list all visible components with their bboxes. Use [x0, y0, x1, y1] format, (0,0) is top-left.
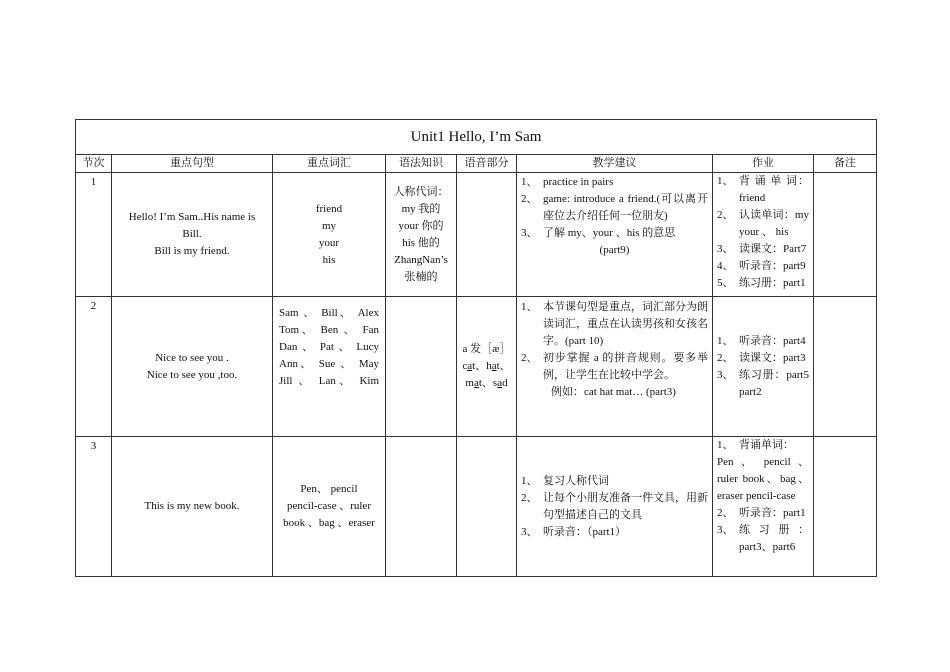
homework — [713, 297, 814, 437]
vocab-line: Dan 、 Pat 、 Lucy — [279, 341, 379, 353]
homework-item: 5、 练习册：part1 — [717, 277, 806, 289]
phonics — [457, 297, 517, 437]
notes — [814, 437, 877, 577]
key-sentences — [112, 437, 273, 577]
tip-item: 1、 复习人称代词 — [521, 474, 609, 487]
table-row — [76, 437, 877, 577]
lesson-number: 2 — [76, 297, 112, 437]
sentence-line: Nice to see you . — [155, 351, 229, 364]
tip-item: 2、 初步掌握 a 的拼音规则。要多举例，让学生在比较中学会。 — [521, 352, 708, 381]
lesson-number: 1 — [76, 173, 112, 297]
homework-item: 2、 认读单词：my your 、 his — [717, 209, 809, 238]
sentence-line: This is my new book. — [144, 500, 240, 512]
key-sentences — [112, 173, 273, 297]
sentence-line: Bill is my friend. — [154, 245, 230, 257]
phonics-words: cat、hat、 — [462, 360, 511, 372]
grammar-line: your 你的 — [398, 219, 444, 232]
lesson-plan-table — [75, 119, 877, 577]
teaching-tips — [517, 297, 713, 437]
vocab-line: Tom、 Ben 、 Fan — [279, 324, 379, 336]
header-tips: 教学建议 — [517, 155, 713, 173]
tip-tail: 例如：cat hat mat… (part3) — [551, 386, 676, 398]
tip-tail: (part9) — [599, 244, 630, 256]
key-vocab — [273, 437, 386, 577]
vocab-line: Ann、 Sue 、 May — [279, 358, 379, 370]
header-vocab: 重点词汇 — [273, 155, 386, 173]
tip-item: 2、 让每个小朋友准备一件文具，用新句型描述自己的文具 — [521, 491, 708, 521]
header-phonics: 语音部分 — [457, 155, 517, 173]
homework-item: Pen 、 pencil 、 ruler book、bag、eraser pencil-case — [717, 456, 809, 502]
table-row — [76, 173, 877, 297]
grammar-line: ZhangNan’s — [394, 253, 448, 266]
homework-item: 4、 听录音：part9 — [717, 260, 806, 272]
key-sentences — [112, 297, 273, 437]
teaching-tips — [517, 437, 713, 577]
homework — [713, 173, 814, 297]
table-row — [76, 297, 877, 437]
vocab-line: pencil-case 、ruler — [287, 500, 371, 512]
header-row — [76, 155, 877, 173]
vocab-word: his — [322, 253, 336, 266]
header-grammar: 语法知识 — [386, 155, 457, 173]
vocab-line: Pen、 pencil — [300, 483, 358, 495]
tip-item: 1、 practice in pairs — [521, 176, 614, 188]
vocab-word: friend — [315, 202, 343, 215]
header-sentences: 重点句型 — [112, 155, 273, 173]
homework-item: 3、 读课文：Part7 — [717, 243, 807, 255]
tip-item: 3、 了解 my、your 、his 的意思 — [521, 227, 676, 239]
header-lesson: 节次 — [76, 155, 112, 173]
vocab-word: your — [318, 236, 340, 249]
unit-title: Unit1 Hello, I’m Sam — [76, 120, 877, 155]
key-vocab — [273, 297, 386, 437]
vocab-line: Jill 、 Lan、 Kim — [279, 375, 379, 387]
grammar — [386, 297, 457, 437]
lesson-number: 3 — [76, 437, 112, 577]
homework-item: 1、 听录音：part4 — [717, 334, 806, 347]
homework-item: 1、 背 诵 单 词：friend — [717, 175, 809, 204]
grammar-line: 人称代词： — [393, 185, 449, 198]
tip-item: 1、 本节课句型是重点，词汇部分为朗读词汇，重点在认读男孩和女孩名字。(part 10) — [521, 301, 708, 347]
header-homework: 作业 — [713, 155, 814, 173]
phonics — [457, 173, 517, 297]
sentence-line: Hello! I’m Sam..His name is — [128, 211, 256, 223]
vocab-line: Sam 、 Bill、 Alex — [279, 307, 379, 319]
grammar-line: my 我的 — [401, 202, 441, 215]
homework — [713, 437, 814, 577]
homework-item: 2、 听录音：part1 — [717, 507, 806, 519]
grammar-line: his 他的 — [402, 236, 440, 249]
sentence-line: Bill. — [182, 228, 202, 240]
key-vocab — [273, 173, 386, 297]
vocab-word: my — [321, 219, 337, 232]
tip-item: 3、 听录音：（part1） — [521, 525, 627, 538]
homework-item: 2、 读课文：part3 — [717, 351, 806, 364]
grammar-line: 张楠的 — [404, 270, 438, 283]
grammar — [386, 437, 457, 577]
homework-item: 3、 练 习 册 ：part3、part6 — [717, 524, 809, 553]
sentence-line: Nice to see you ,too. — [146, 368, 238, 381]
phonics — [457, 437, 517, 577]
notes — [814, 297, 877, 437]
homework-item: 3、 练习册：part5 part2 — [717, 368, 809, 398]
header-notes: 备注 — [814, 155, 877, 173]
homework-item: 1、 背诵单词： — [717, 439, 794, 451]
phonics-words: mat、sad — [465, 377, 508, 389]
phonics-rule: a 发［æ］ — [462, 343, 511, 355]
teaching-tips — [517, 173, 713, 297]
notes — [814, 173, 877, 297]
tip-item: 2、 game: introduce a friend.(可以离开座位去介绍任何一位朋友) — [521, 193, 708, 222]
grammar — [386, 173, 457, 297]
vocab-line: book 、bag 、eraser — [283, 517, 375, 529]
